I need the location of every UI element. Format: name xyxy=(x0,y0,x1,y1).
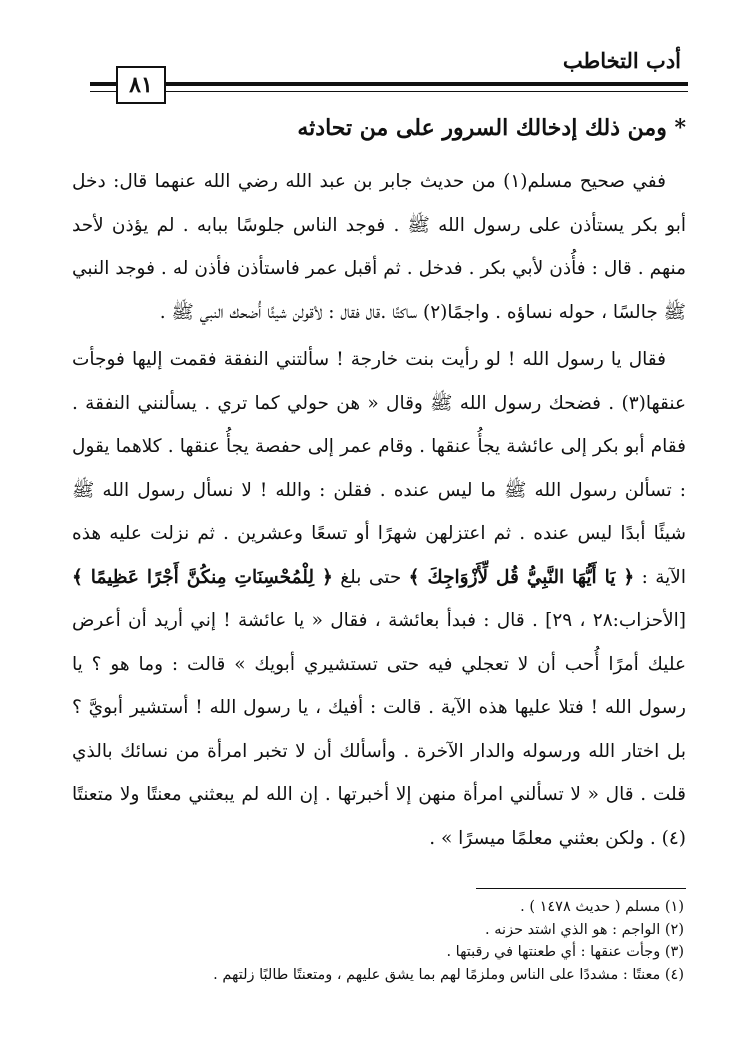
paragraph-2-part-a: فقال يا رسول الله ! لو رأيت بنت خارجة ! سألتني النفقة فقمت إليها فوجأت عنقها(٣) . فضحك رسول الله ﷺ وقال « هن حولي كما تري . يسألنني النفقة . فقام أبو بكر إلى عائشة يجأُ عنقها . وقام عمر إلى حفصة يجأُ عنقها . كلاهما يقول : تسألن رسول الله ﷺ ما ليس عنده . فقلن : والله ! لا نسأل رسول الله ﷺ شيئًا أبدًا ليس عنده . ثم اعتزلهن شهرًا أو تسعًا وعشرين . ثم نزلت عليه هذه الآية : xyxy=(72,349,686,588)
header-rule-thin xyxy=(90,91,688,92)
paragraph-2-part-c: [الأحزاب:٢٨ ، ٢٩] . قال : فبدأ بعائشة ، فقال « يا عائشة ! إني أريد أن أعرض عليك أمرًا أُحب أن لا تعجلي فيه حتى تستشيري أبويك » قالت : وما هو ؟ يا رسول الله ! فتلا عليها هذه الآية . قالت : أفيك ، يا رسول الله ! أستشير أبويَّ ؟ بل اختار الله ورسوله والدار الآخرة . وأسألك أن لا تخبر امرأة من نسائك بالذي قلت . قال « لا تسألني امرأة منهن إلا أخبرتها . إن الله لم يبعثني معنتًا ولا متعنتًا (٤) . ولكن بعثني معلمًا ميسرًا » . xyxy=(72,610,686,849)
page-number: ٨١ xyxy=(116,66,166,104)
footnotes xyxy=(70,896,684,986)
footnote-4: (٤) معنتًا : مشددًا على الناس وملزمًا لهم بما يشق عليهم ، ومتعنتًا طالبًا زلتهم . xyxy=(213,966,684,983)
footnote-rule xyxy=(476,888,686,889)
footnote-1: (١) مسلم ( حديث ١٤٧٨ ) . xyxy=(520,899,684,915)
paragraph-1: ففي صحيح مسلم(١) من حديث جابر بن عبد الله رضي الله عنهما قال: دخل أبو بكر يستأذن على رسول الله ﷺ . فوجد الناس جلوسًا ببابه . لم يؤذن لأحد منهم . قال : فأُذن لأبي بكر . فدخل . ثم أقبل عمر فاستأذن فأذن له . فوجد النبي ﷺ جالسًا ، حوله نساؤه . واجمًا(٢) ساكتًا .قال فقال : لأقولن شيئًا أُضحك النبي ﷺ . xyxy=(72,171,686,323)
footnote-3: (٣) وجأت عنقها : أي طعنتها في رقبتها . xyxy=(446,944,684,960)
running-title: أدب التخاطب xyxy=(562,48,681,73)
paragraph-2-part-b: حتى بلغ xyxy=(340,566,402,588)
paragraph-2 xyxy=(72,338,686,860)
header-rule xyxy=(90,82,688,86)
section-heading: * ومن ذلك إدخالك السرور على من تحادثه xyxy=(297,115,686,141)
footnote-2: (٢) الواجم : هو الذي اشتد حزنه . xyxy=(485,921,684,938)
quran-verse-1: ﴿ يَا أَيُّهَا النَّبِيُّ قُل لِّأَزْوَاجِكَ ﴾ xyxy=(408,566,635,588)
quran-verse-2: ﴿ لِلْمُحْسِنَاتِ مِنكُنَّ أَجْرًا عَظِيمًا ﴾ xyxy=(72,566,333,588)
body-text xyxy=(72,160,686,860)
